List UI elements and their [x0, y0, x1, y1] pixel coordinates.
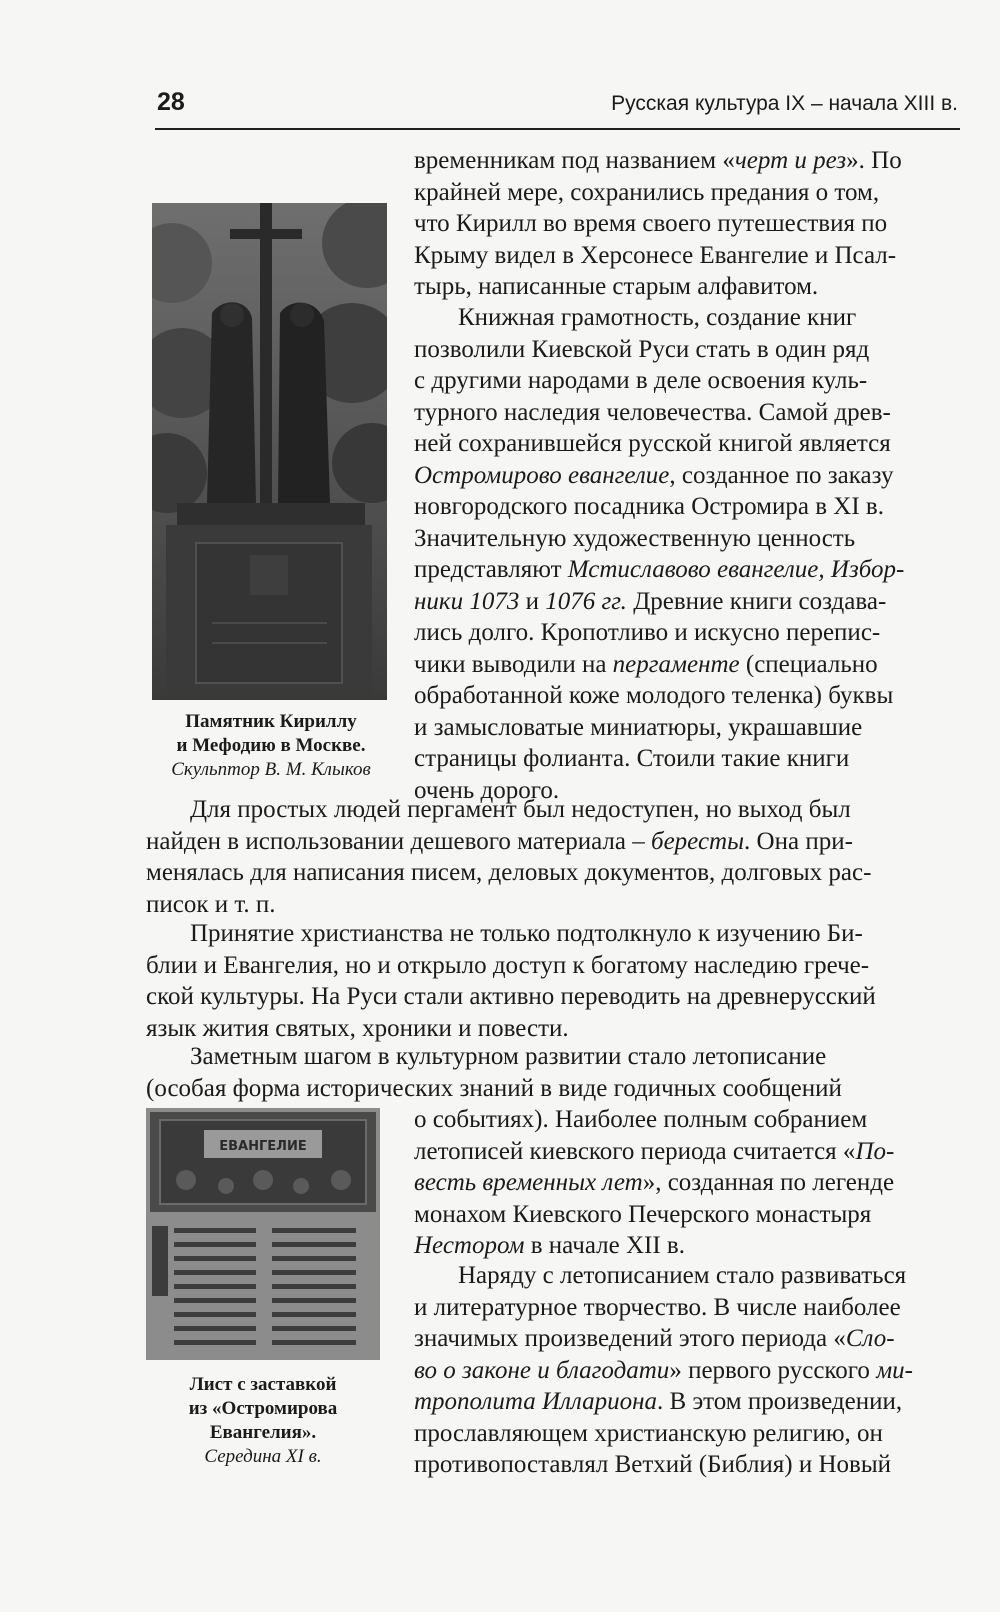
text-line: весть временных лет», созданная по легенде: [414, 1169, 895, 1196]
text-line: что Кирилл во время своего путешествия по: [414, 210, 888, 237]
text-line: лись долго. Кропотливо и искусно перепис-: [414, 619, 881, 646]
text-line: найден в использовании дешевого материала – бересты. Она при-: [146, 827, 853, 855]
text-line: трополита Иллариона. В этом произведении,: [414, 1388, 903, 1415]
paragraph-1: [414, 145, 916, 303]
text-line: крайней мере, сохранились предания о том,: [414, 178, 880, 206]
monument-caption-title-1: Памятник Кириллу: [185, 711, 357, 732]
text-line: тырь, написанные старым алфавитом.: [414, 273, 819, 300]
text-line: позволили Киевской Руси стать в один ряд: [414, 335, 870, 363]
text-line: Книжная грамотность, создание книг: [458, 304, 857, 331]
text-line: монахом Киевского Печерского монастыря: [414, 1200, 872, 1228]
text-line: и замысловатые миниатюры, украшавшие: [414, 713, 863, 741]
page-number: 28: [157, 88, 185, 116]
text-line: значимых произведений этого периода «Сло-: [414, 1325, 895, 1352]
manuscript-caption-title-1: Лист с заставкой: [189, 1374, 337, 1395]
monument-photo: [152, 203, 387, 700]
manuscript-caption-credit: Середина XI в.: [204, 1446, 322, 1467]
monument-illustration: [152, 203, 387, 700]
text-line: менялась для написания писем, деловых документов, долговых рас-: [146, 859, 872, 886]
text-line: Принятие христианства не только подтолкнуло к изучению Би-: [190, 920, 863, 947]
text-line: прославляющем христианскую религию, он: [414, 1419, 883, 1447]
text-line: ники 1073 и 1076 гг. Древние книги создава-: [414, 587, 887, 615]
text-line: новгородского посадника Остромира в XI в.: [414, 493, 884, 520]
text-line: чики выводили на пергаменте (специально: [414, 650, 878, 678]
text-line: Нестором в начале XII в.: [414, 1232, 685, 1259]
paragraph-6: [414, 1260, 916, 1481]
paragraph-2: [414, 302, 916, 806]
paragraph-5-rest: [414, 1104, 916, 1262]
text-line: турного наследия человечества. Самой древ-: [414, 398, 891, 426]
text-line: о событиях). Наиболее полным собранием: [414, 1106, 868, 1133]
manuscript-caption: [140, 1373, 386, 1469]
text-line: во о законе и благодати» первого русского ми-: [414, 1356, 913, 1384]
text-line: противопоставлял Ветхий (Библия) и Новый: [414, 1451, 892, 1478]
text-line: представляют Мстиславово евангелие, Избор-: [414, 556, 905, 583]
text-line: писок и т. п.: [146, 890, 276, 918]
text-line: Для простых людей пергамент был недоступен, но выход был: [190, 796, 851, 823]
paragraph-3: [146, 794, 916, 920]
text-line: очень дорого.: [414, 776, 560, 804]
text-line: Остромирово евангелие, созданное по заказу: [414, 461, 894, 489]
text-line: (особая форма исторических знаний в виде годичных сообщений: [146, 1074, 842, 1102]
text-line: с другими народами в деле освоения куль-: [414, 367, 868, 394]
text-line: временникам под названием «черт и рез». По: [414, 147, 902, 174]
text-line: обработанной коже молодого теленка) буквы: [414, 682, 894, 709]
text-line: Заметным шагом в культурном развитии стало летописание: [190, 1043, 827, 1070]
running-title: Русская культура IX – начала XIII в.: [611, 92, 958, 115]
text-line: и литературное творчество. В числе наиболее: [414, 1293, 901, 1321]
monument-caption-title-2: и Мефодию в Москве.: [176, 735, 366, 756]
paragraph-4: [146, 918, 916, 1044]
text-line: страницы фолианта. Стоили такие книги: [414, 745, 850, 772]
manuscript-photo: [146, 1108, 380, 1360]
page-header: [155, 88, 960, 130]
monument-caption-credit: Скульптор В. М. Клыков: [171, 759, 371, 780]
text-line: ней сохранившейся русской книгой является: [414, 430, 891, 457]
paragraph-5-lead: [146, 1041, 916, 1104]
text-line: Значительную художественную ценность: [414, 524, 856, 552]
text-line: летописей киевского периода считается «По-: [414, 1137, 895, 1165]
text-line: Наряду с летописанием стало развиваться: [458, 1262, 907, 1289]
manuscript-banner-text: ЕВАНГЕЛИЕ: [219, 1139, 307, 1154]
manuscript-illustration: [146, 1108, 380, 1360]
manuscript-caption-title-3: Евангелия».: [209, 1422, 317, 1443]
text-line: блии и Евангелия, но и открыло доступ к богатому наследию грече-: [146, 951, 870, 979]
monument-caption: [140, 710, 402, 782]
manuscript-caption-title-2: из «Остромирова: [188, 1398, 338, 1419]
text-line: Крыму видел в Херсонесе Евангелие и Псал-: [414, 241, 897, 269]
text-line: язык жития святых, хроники и повести.: [146, 1014, 569, 1042]
text-line: ской культуры. На Руси стали активно переводить на древнерусский: [146, 983, 876, 1010]
